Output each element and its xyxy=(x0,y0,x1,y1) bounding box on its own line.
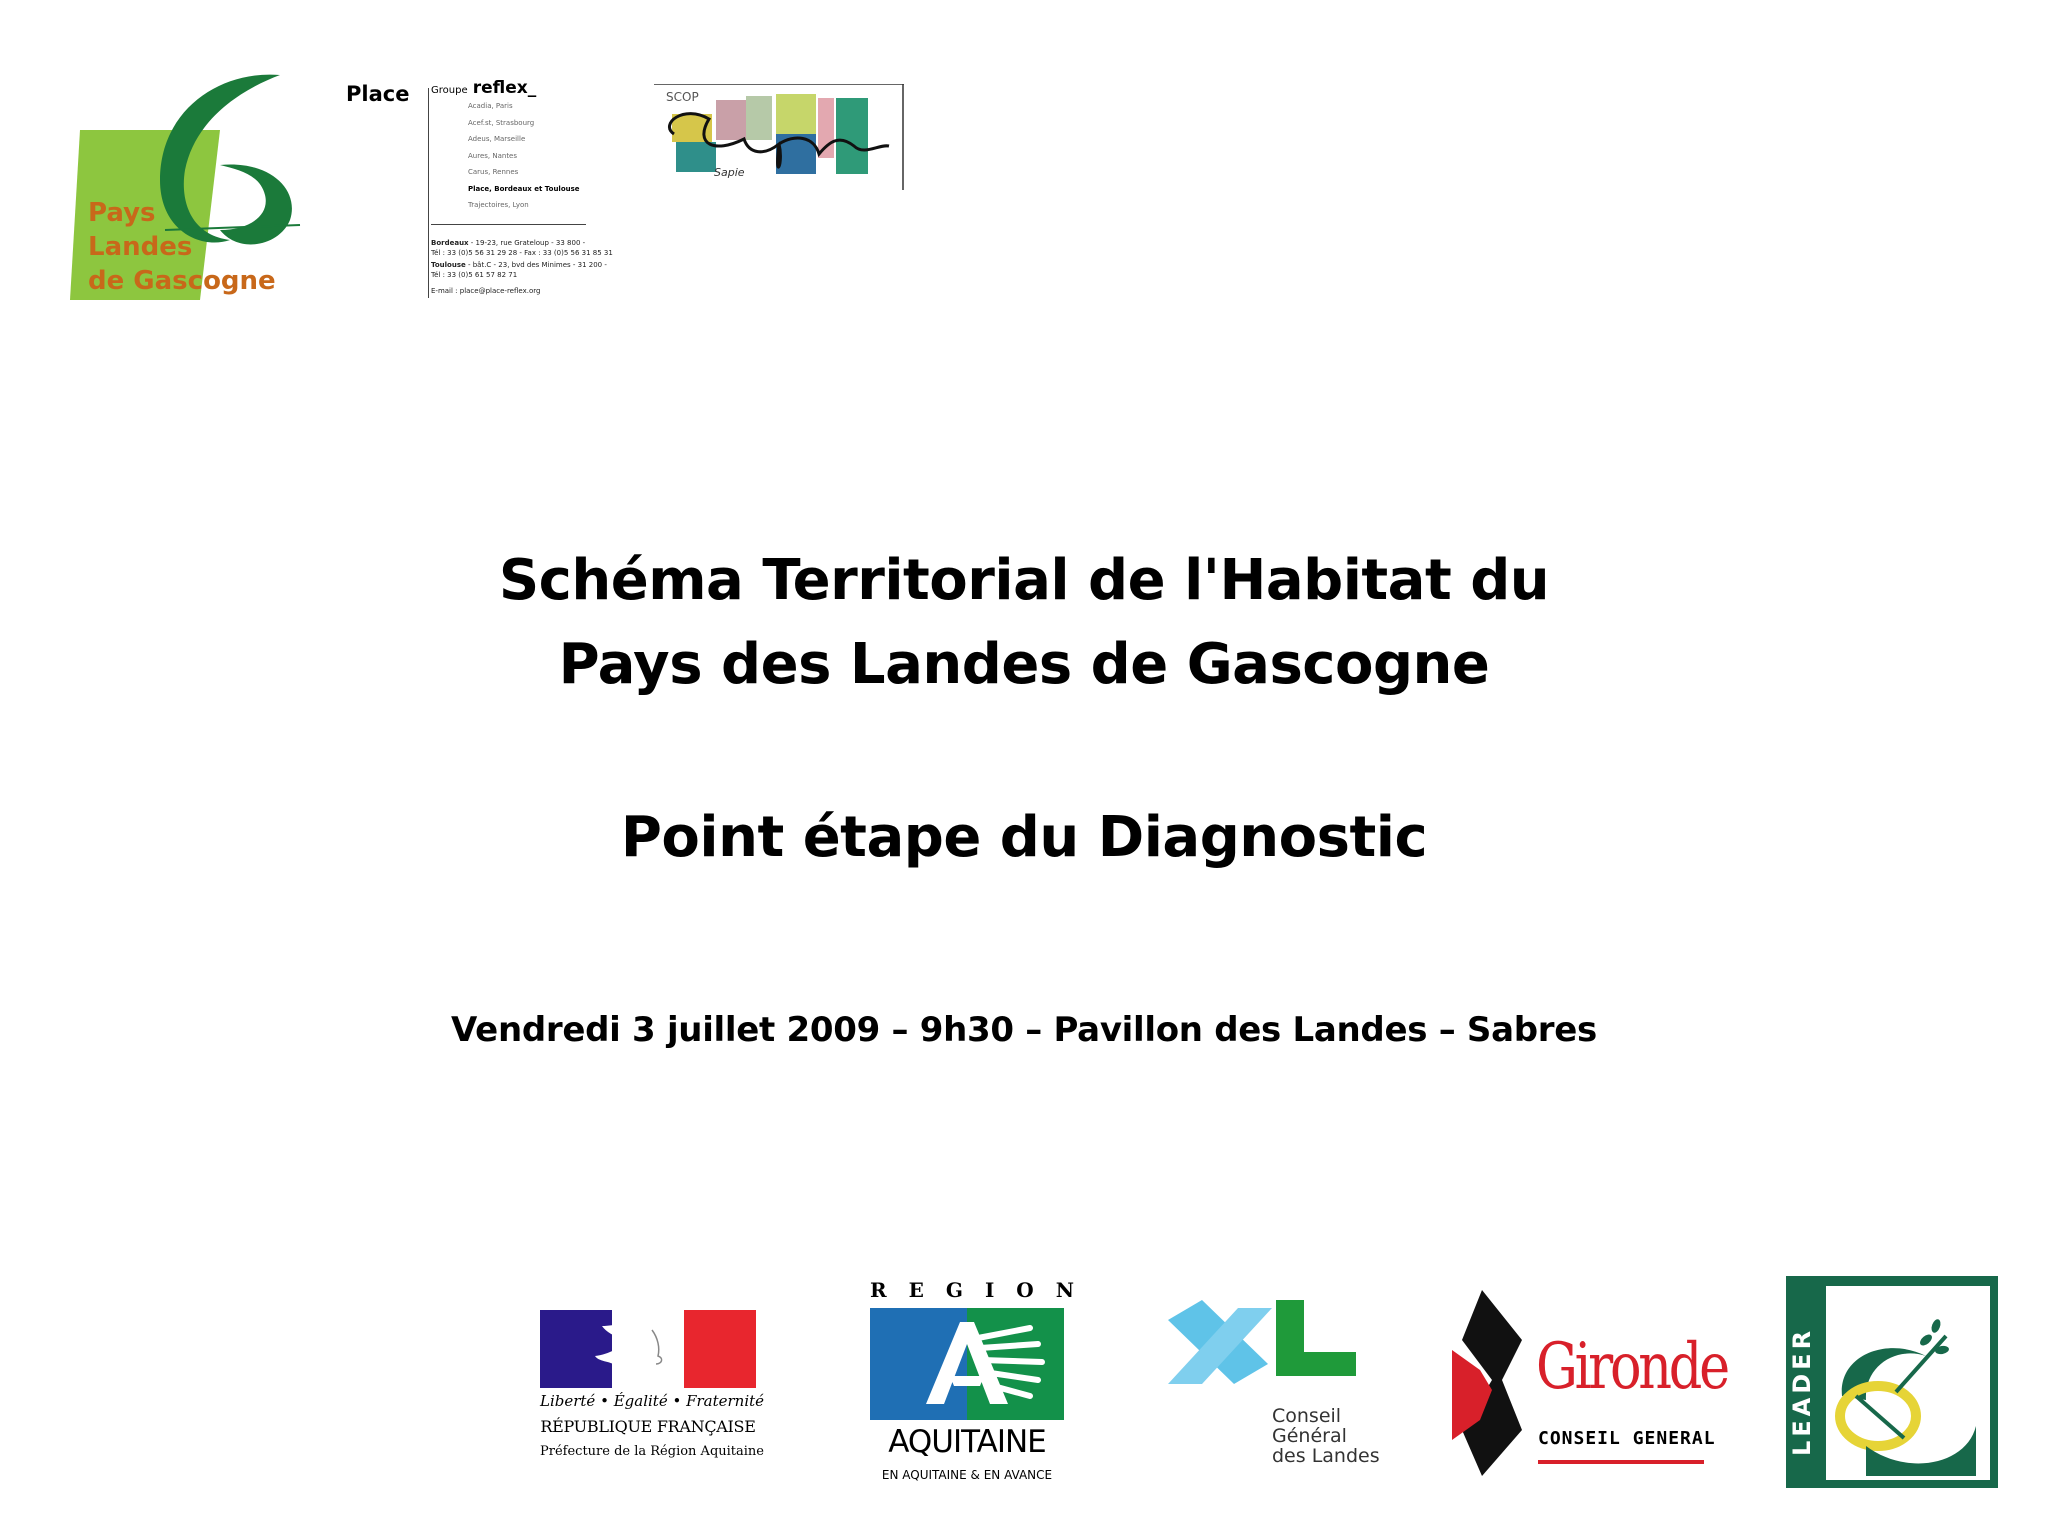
reflex-member: Acadia, Paris xyxy=(468,102,513,110)
reflex-member: Acef.st, Strasbourg xyxy=(468,118,535,127)
region-aquitaine-logo xyxy=(870,1278,1097,1486)
landes-line3: des Landes xyxy=(1272,1445,1380,1467)
reflex-member: Carus, Rennes xyxy=(468,168,519,176)
reflex-heading xyxy=(431,78,536,98)
groupe-reflex-block xyxy=(428,78,648,304)
gironde-conseil-general-logo xyxy=(1452,1290,1727,1476)
aquitaine-emblem-icon xyxy=(870,1308,1064,1420)
reflex-member-list xyxy=(468,102,580,218)
bordeaux-phone: Tél : 33 (0)5 56 31 29 28 - Fax : 33 (0)5 56 31 85 31 xyxy=(431,249,613,257)
reflex-email: E-mail : place@place-reflex.org xyxy=(431,287,541,295)
leader-logo xyxy=(1786,1276,1998,1488)
reflex-horizontal-rule xyxy=(431,224,586,225)
landes-line1: Conseil xyxy=(1272,1405,1342,1427)
rf-prefecture: Préfecture de la Région Aquitaine xyxy=(540,1444,764,1459)
pays-landes-gascogne-logo xyxy=(70,70,310,310)
reflex-group-label: Groupe xyxy=(431,85,468,96)
toulouse-phone: Tél : 33 (0)5 61 57 82 71 xyxy=(431,271,518,279)
document-title-line2: Pays des Landes de Gascogne xyxy=(558,632,1490,697)
rf-name: RÉPUBLIQUE FRANÇAISE xyxy=(540,1417,756,1436)
toulouse-address: - bât.C - 23, bvd des Minimes - 31 200 - xyxy=(465,261,607,269)
reflex-member: Adeus, Marseille xyxy=(468,135,526,143)
gironde-subtitle: CONSEIL GENERAL xyxy=(1538,1428,1716,1449)
reflex-name: reflex_ xyxy=(472,78,537,98)
aquitaine-name: AQUITAINE xyxy=(888,1424,1046,1460)
bordeaux-label: Bordeaux xyxy=(431,239,469,247)
gironde-emblem-icon xyxy=(1452,1290,1532,1476)
gironde-name: Gironde xyxy=(1536,1330,1727,1404)
place-label: Place xyxy=(346,82,410,106)
conseil-general-landes-logo xyxy=(1168,1300,1398,1470)
marianne-flag-icon xyxy=(540,1310,756,1388)
republique-francaise-logo xyxy=(540,1310,765,1470)
leader-name xyxy=(1788,1416,1816,1456)
document-subtitle: Point étape du Diagnostic xyxy=(620,805,1428,870)
toulouse-label: Toulouse xyxy=(431,261,466,269)
gironde-underline xyxy=(1538,1460,1704,1464)
pays-logo-line1: Pays xyxy=(88,198,156,228)
bordeaux-address: - 19-23, rue Grateloup - 33 800 - xyxy=(468,239,586,247)
landes-line2: Général xyxy=(1272,1425,1347,1447)
sapie-scop-label: SCOP xyxy=(666,90,699,104)
reflex-member-highlight: Place, Bordeaux et Toulouse xyxy=(468,184,580,193)
scop-sapie-logo xyxy=(654,84,904,190)
reflex-member: Trajectoires, Lyon xyxy=(468,201,529,209)
reflex-vertical-rule xyxy=(428,88,429,298)
pays-logo-line2: Landes xyxy=(88,232,193,262)
pays-logo-line3: de Gascogne xyxy=(88,266,276,296)
rf-motto: Liberté • Égalité • Fraternité xyxy=(540,1392,765,1410)
sapie-name: Sapie xyxy=(714,166,745,179)
reflex-addresses xyxy=(431,238,613,296)
aquitaine-tagline: EN AQUITAINE & EN AVANCE xyxy=(881,1468,1053,1482)
reflex-member: Aures, Nantes xyxy=(468,151,518,160)
leader-emblem-icon xyxy=(1786,1276,1998,1488)
xl-emblem-icon xyxy=(1168,1300,1358,1396)
document-title-line1: Schéma Territorial de l'Habitat du xyxy=(498,548,1550,613)
event-date-location: Vendredi 3 juillet 2009 – 9h30 – Pavillon des Landes – Sabres xyxy=(451,1010,1597,1050)
aquitaine-region-label: REGION xyxy=(870,1278,1097,1302)
